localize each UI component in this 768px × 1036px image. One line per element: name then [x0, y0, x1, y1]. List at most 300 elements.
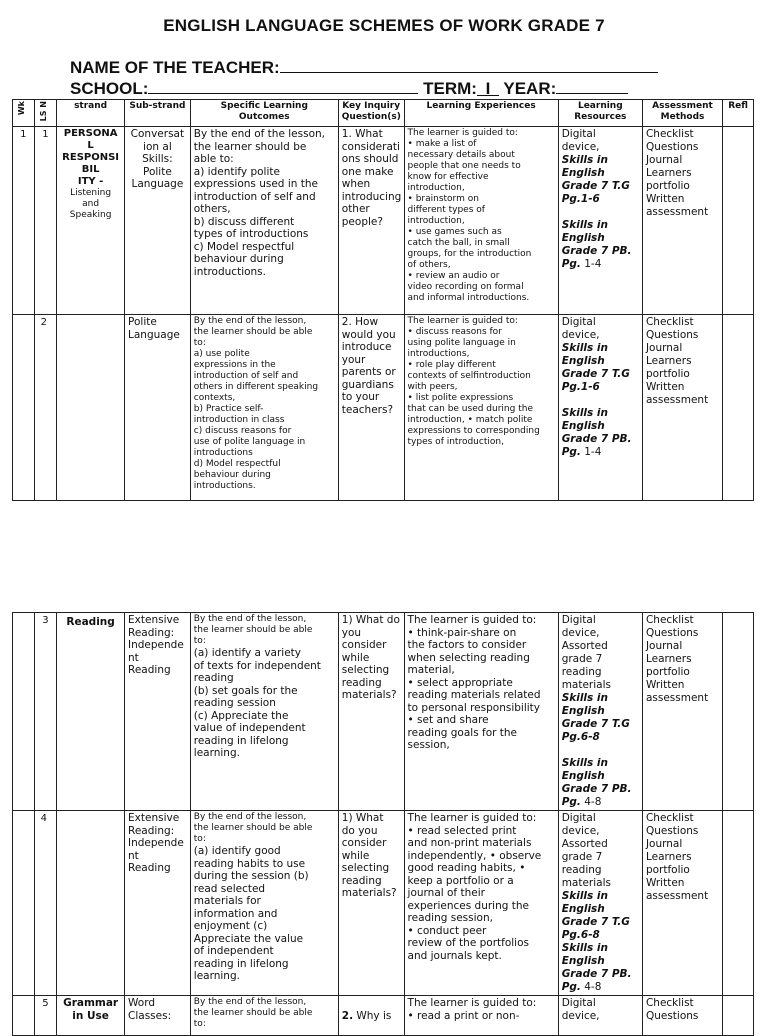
text-line: of texts for independent [193, 659, 321, 672]
text-line: The learner is guided to: [407, 316, 518, 326]
text-line: Questions [645, 1010, 699, 1022]
assessment-cell [642, 613, 722, 811]
text-line: keep a portfolio or a [407, 874, 514, 887]
week-cell [13, 996, 35, 1036]
text-line: reading in lifelong [193, 957, 289, 970]
text-line: materials? [341, 887, 397, 899]
resources-cell [558, 613, 642, 811]
document-title: ENGLISH LANGUAGE SCHEMES OF WORK GRADE 7 [163, 16, 605, 35]
week-cell [13, 811, 35, 996]
text-line: while [341, 849, 370, 862]
table-row [13, 996, 754, 1036]
resources-cell [558, 127, 642, 315]
week-cell [13, 613, 35, 811]
reflection-cell [723, 127, 754, 315]
text-line: to your [341, 391, 380, 403]
text-line: • discuss reasons for [407, 327, 502, 337]
text-line: that can be used during the [407, 404, 533, 414]
text-line: assessment [645, 206, 709, 218]
text-line: Grade 7 T.G [561, 718, 630, 730]
reflection-cell [723, 811, 754, 996]
text-line: people that one needs to [407, 161, 521, 171]
text-line: • think-pair-share on [407, 626, 517, 639]
key-inquiry-cell [338, 127, 404, 315]
resources-book-tg [562, 154, 639, 206]
text-line: Language [128, 328, 180, 341]
text-line: do you [341, 824, 378, 837]
text-line: Written [645, 679, 685, 691]
text-line: Skills in [561, 219, 609, 231]
text-line: English [561, 167, 605, 179]
resources-intro [562, 316, 639, 342]
text-line: people? [341, 215, 383, 228]
text-line: Grade 7 PB. [561, 433, 632, 445]
resources-book-pb [562, 219, 639, 258]
resources-cell [558, 811, 642, 996]
resources-book-tg [562, 890, 639, 981]
text-line: Grade 7 PB. [561, 245, 632, 257]
col-header-wk: Wk [13, 100, 35, 127]
text-line: Language [131, 178, 184, 190]
text-line: a) use polite [193, 349, 250, 359]
reflection-cell [723, 315, 754, 501]
text-line: Skills in [561, 757, 609, 769]
text-line: reading [341, 676, 382, 689]
text-line: Digital [561, 128, 596, 140]
reflection-cell [723, 613, 754, 811]
text-line: and informal introductions. [407, 293, 530, 303]
text-line: your [341, 353, 366, 366]
text-line: guardians [341, 378, 394, 391]
text-line: independently, • observe [407, 849, 542, 862]
text-line: Checklist [645, 128, 694, 140]
text-line: Skills in [561, 407, 609, 419]
text-line: Questions [645, 329, 699, 341]
resources-page: 1-4 [580, 258, 602, 270]
text-line: and [82, 199, 100, 209]
text-line: (c) Appreciate the [193, 709, 289, 722]
text-line: introduce [341, 341, 392, 353]
text-line: consider [341, 639, 387, 651]
text-line: ion al [143, 140, 172, 153]
teacher-name-blank [280, 56, 658, 73]
text-line: Independe [128, 639, 184, 651]
text-line: c) Model respectful [193, 240, 295, 253]
col-header-refl: Refl [723, 100, 754, 127]
text-line: Skills in [561, 942, 609, 954]
text-line: with peers, [407, 382, 458, 392]
text-line: • role play different [407, 360, 496, 370]
text-line: 1. What [341, 128, 383, 140]
resources-book-pb [562, 407, 639, 446]
text-line: • set and share [407, 714, 489, 726]
text-line: while [341, 651, 370, 664]
resources-intro [562, 812, 639, 890]
text-line: The learner is guided to: [407, 614, 537, 626]
text-line: By the end of the lesson, [193, 128, 325, 140]
text-line: introductions. [193, 481, 256, 491]
lesson-cell: 4 [34, 811, 57, 996]
col-header-strand: strand [57, 100, 125, 127]
text-line: Written [645, 381, 685, 393]
text-line: Checklist [645, 316, 694, 328]
text-line: Skills in [561, 154, 609, 166]
text-line: English [561, 355, 605, 367]
text-line: Assorted [561, 838, 608, 850]
outcomes-cell [190, 315, 338, 501]
assessment-cell [642, 315, 722, 501]
text-line: Journal [645, 640, 683, 652]
text-line: Grade 7 PB. [561, 968, 632, 980]
text-line: value of independent [193, 722, 306, 734]
text-line: L [87, 140, 94, 151]
text-line: (a) identify good [193, 845, 281, 857]
text-line: a) identify polite [193, 165, 280, 178]
text-line: By the end of the lesson, [193, 316, 307, 326]
text-line: session, [407, 739, 450, 751]
text-line: d) Model respectful [193, 459, 281, 469]
text-line: Extensive [128, 614, 180, 626]
text-line: enjoyment (c) [193, 920, 268, 932]
text-line: the learner should be able [193, 823, 313, 833]
text-line: Digital [561, 614, 596, 626]
text-line: The learner is guided to: [407, 128, 518, 138]
text-line: • use games such as [407, 227, 502, 237]
text-line: introductions [193, 448, 253, 458]
text-line: types of introductions [193, 228, 309, 240]
teacher-name-line [70, 56, 658, 78]
text-line: reading session, [407, 912, 493, 924]
text-line: Polite [128, 316, 157, 328]
lesson-cell: 5 [34, 996, 57, 1036]
text-line: using polite language in [407, 338, 516, 348]
sub-strand-cell [125, 613, 191, 811]
text-line: • brainstorm on [407, 194, 479, 204]
text-line: necessary details about [407, 150, 515, 160]
text-line: types of introduction, [407, 437, 504, 447]
text-line: English [561, 955, 605, 967]
strand-cell [57, 315, 125, 501]
text-line: BIL [81, 164, 100, 175]
sub-strand-cell [125, 315, 191, 501]
experiences-cell [404, 811, 558, 996]
text-line: Word [128, 997, 156, 1009]
text-line: Learners [645, 851, 692, 863]
text-line: English [561, 903, 605, 915]
text-line: Assorted [561, 640, 608, 652]
sub-strand-cell [125, 996, 191, 1036]
text-line: reading [561, 864, 602, 876]
text-line: Grade 7 PB. [561, 783, 632, 795]
scheme-table-part-2 [12, 612, 754, 1036]
text-line: others, [193, 203, 231, 215]
text-line: grade 7 [561, 653, 603, 665]
text-line: contexts, [193, 393, 236, 403]
text-line: experiences during the [407, 899, 529, 912]
text-line: reading session [193, 697, 276, 709]
text-line: Pg.6-8 [561, 731, 600, 743]
text-line: Conversat [130, 128, 185, 140]
text-line: Skills in [561, 342, 609, 354]
text-line: different types of [407, 205, 485, 215]
resources-cell [558, 996, 642, 1036]
text-line: to personal responsibility [407, 701, 540, 714]
text-line: c) discuss reasons for [193, 426, 292, 436]
text-line: learning. [193, 970, 240, 982]
text-line: device, [561, 627, 600, 639]
text-line: know for effective [407, 172, 489, 182]
text-line: portfolio [645, 368, 690, 380]
text-line: portfolio [645, 864, 690, 876]
resources-page: 4-8 [580, 981, 602, 993]
text-line: learning. [193, 747, 240, 759]
text-line: considerati [341, 140, 400, 153]
scheme-table-part-1 [12, 99, 754, 501]
text-line: device, [561, 1010, 600, 1022]
resources-cell [558, 315, 642, 501]
text-line: the factors to consider [407, 639, 527, 651]
text-line: read selected [193, 882, 266, 895]
resources-page: 4-8 [580, 796, 602, 808]
text-line: The learner is guided to: [407, 997, 537, 1009]
text-line: during the session (b) [193, 870, 309, 882]
text-line: English [561, 232, 605, 244]
experiences-cell [404, 613, 558, 811]
resources-intro [562, 128, 639, 154]
text-line: Journal [645, 342, 683, 354]
text-line: Journal [645, 154, 683, 166]
text-line: to: [193, 1019, 206, 1029]
col-header-experiences: Learning Experiences [404, 100, 558, 127]
text-line: English [561, 770, 605, 782]
text-line: Speaking [69, 210, 112, 220]
text-line: Questions [645, 825, 699, 837]
text-line: reading in lifelong [193, 734, 289, 747]
text-line: to: [193, 338, 206, 348]
text-line: Learners [645, 355, 692, 367]
text-line: Extensive [128, 812, 180, 824]
text-line: assessment [645, 394, 709, 406]
text-line: Journal [645, 838, 683, 850]
text-line: materials for [193, 895, 261, 907]
col-header-outcomes: Specific Learning Outcomes [190, 100, 338, 127]
text-line: Written [645, 877, 685, 889]
sub-strand-cell [125, 127, 191, 315]
text-line: parents or [341, 366, 396, 378]
col-header-ls: LS N [34, 100, 57, 127]
experiences-cell [404, 315, 558, 501]
text-line: and journals kept. [407, 949, 502, 962]
text-line: introduction, • match polite [407, 415, 533, 425]
assessment-cell [642, 127, 722, 315]
text-line: • read selected print [407, 824, 517, 837]
col-header-resources: Learning Resources [558, 100, 642, 127]
text-line: reading [341, 874, 382, 887]
school-term-year-line [70, 77, 628, 99]
text-line: 2. How [341, 316, 379, 328]
text-line: Pg.1-6 [561, 381, 600, 393]
text-line: nt [128, 651, 139, 664]
text-line: The learner is guided to: [407, 812, 537, 824]
text-line: Skills: [142, 153, 173, 165]
text-line: when selecting reading [407, 651, 530, 664]
text-line: • read a print or non- [407, 1009, 520, 1022]
text-line: materials? [341, 689, 397, 701]
table-row [13, 811, 754, 996]
assessment-cell [642, 996, 722, 1036]
school-blank [148, 77, 418, 94]
text-line: assessment [645, 692, 709, 704]
text-line: of independent [193, 945, 274, 957]
text-line: information and [193, 907, 278, 920]
week-cell: 1 [13, 127, 35, 315]
term-value: I [477, 79, 499, 96]
text-line: Digital [561, 316, 596, 328]
text-line: introducing [341, 190, 402, 203]
resources-page-label: Pg. [561, 981, 581, 993]
text-line: portfolio [645, 666, 690, 678]
resources-page-label: Pg. [561, 796, 581, 808]
text-line: device, [561, 141, 600, 153]
experiences-cell [404, 996, 558, 1036]
text-line: Independe [128, 837, 184, 849]
text-line: the learner should be able [193, 625, 313, 635]
outcomes-cell [190, 811, 338, 996]
text-line: Digital [561, 997, 596, 1009]
text-line: Classes: [128, 1009, 172, 1022]
text-line: other [341, 203, 370, 215]
text-line: device, [561, 329, 600, 341]
resources-book-tg [562, 692, 639, 744]
text-line: introduction, [407, 183, 465, 193]
text-line: Checklist [645, 997, 694, 1009]
text-line: Skills in [561, 692, 609, 704]
text-line: Checklist [645, 812, 694, 824]
term-label: TERM: [423, 79, 477, 98]
text-line: By the end of the lesson, [193, 614, 307, 624]
text-line: introductions, [407, 349, 470, 359]
text-line: Appreciate the value [193, 932, 304, 945]
text-line: expressions in the [193, 360, 276, 370]
outcomes-cell [190, 127, 338, 315]
text-line: English [561, 420, 605, 432]
text-line: reading habits to use [193, 857, 306, 870]
text-line: Skills in [561, 890, 609, 902]
text-line: ons should [341, 153, 399, 165]
strand-name [60, 128, 121, 188]
strand-cell [57, 127, 125, 315]
text-line: in Use [72, 1010, 109, 1022]
text-line: review of the portfolios [407, 937, 529, 949]
text-line: Grammar [63, 997, 119, 1009]
experiences-cell [404, 127, 558, 315]
text-line: consider [341, 837, 387, 849]
text-line: nt [128, 849, 139, 862]
text-line: Questions [645, 627, 699, 639]
text-line: good reading habits, • [407, 862, 526, 874]
text-line: teachers? [341, 403, 394, 416]
text-line: introduction, [407, 216, 465, 226]
text-line: • review an audio or [407, 271, 500, 281]
lesson-cell: 3 [34, 613, 57, 811]
text-line: • conduct peer [407, 924, 487, 937]
strand-subtitle [60, 188, 121, 221]
text-line: Learners [645, 653, 692, 665]
text-line: the learner should be [193, 140, 307, 153]
text-line: Learners [645, 167, 692, 179]
text-line: • make a list of [407, 139, 477, 149]
strand-cell: Reading [57, 613, 125, 811]
text-line: Reading [128, 862, 171, 874]
text-line: • list polite expressions [407, 393, 514, 403]
text-line: groups, for the introduction [407, 249, 532, 259]
text-line: reading [193, 672, 234, 684]
text-line: Grade 7 T.G [561, 368, 630, 380]
text-line: reading [561, 666, 602, 678]
text-line: ITY - [77, 176, 104, 187]
reflection-cell [723, 996, 754, 1036]
text-line: Grade 7 T.G [561, 916, 630, 928]
text-line: to: [193, 834, 206, 844]
text-line: the learner should be able [193, 327, 313, 337]
table-row [13, 127, 754, 315]
outcomes-cell [190, 613, 338, 811]
text-line: introductions. [193, 265, 266, 278]
text-line: Reading: [128, 626, 175, 639]
text-line: journal of their [407, 887, 485, 899]
text-line: Reading: [128, 824, 175, 837]
text-line: expressions to corresponding [407, 426, 540, 436]
resources-page-label: Pg. [561, 446, 581, 458]
text-line: selecting [341, 664, 390, 676]
resources-page: 1-4 [580, 446, 602, 458]
text-line: b) Practice self- [193, 404, 264, 414]
col-header-sub-strand: Sub-strand [125, 100, 191, 127]
text-line: Digital [561, 812, 596, 824]
text-line: Reading [128, 664, 171, 676]
text-line: you [341, 626, 362, 639]
text-line: contexts of selfintroduction [407, 371, 531, 381]
text-line: assessment [645, 890, 709, 902]
key-inquiry-cell [338, 811, 404, 996]
year-blank [556, 77, 628, 94]
text-line: materials [561, 877, 611, 889]
lesson-cell: 1 [34, 127, 57, 315]
text-line: reading goals for the [407, 726, 518, 739]
text-line: of others, [407, 260, 451, 270]
text-line: Grade 7 T.G [561, 180, 630, 192]
text-line: b) discuss different [193, 215, 295, 228]
table-row [13, 613, 754, 811]
text-line: introduction in class [193, 415, 285, 425]
text-line: use of polite language in [193, 437, 306, 447]
outcomes-cell [190, 996, 338, 1036]
text-line: Questions [645, 141, 699, 153]
text-line: Pg.6-8 [561, 929, 600, 941]
text-line: one make [341, 165, 394, 178]
text-line: Listening [70, 188, 112, 198]
year-label: YEAR: [503, 79, 557, 98]
text-line: grade 7 [561, 851, 603, 863]
text-line: behaviour during [193, 470, 271, 480]
text-line: catch the ball, in small [407, 238, 510, 248]
text-line: By the end of the lesson, [193, 812, 307, 822]
text-line: to: [193, 636, 206, 646]
text-line: able to: [193, 153, 234, 165]
text-line: introduction of self and [193, 190, 316, 203]
text-line: portfolio [645, 180, 690, 192]
text-line: materials [561, 679, 611, 691]
